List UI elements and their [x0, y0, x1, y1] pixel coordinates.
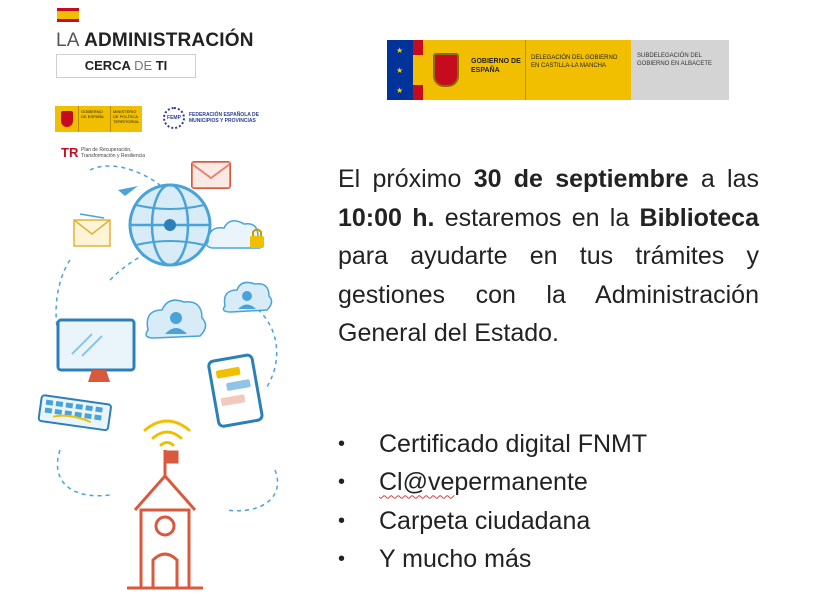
brand-title: LA ADMINISTRACIÓN [56, 30, 254, 51]
envelope-icon [192, 162, 230, 188]
event-place: Biblioteca [639, 203, 759, 232]
banner-subdelegacion: SUBDELEGACIÓN DEL GOBIERNO EN ALBACETE [631, 40, 729, 100]
prtr-name: Plan de Recuperación, Transformación y Resiliencia [81, 146, 146, 159]
user-chat-cloud-icon [223, 282, 271, 312]
prtr-icon: TR [61, 145, 79, 160]
banner-gobierno: GOBIERNO DE ESPAÑA [469, 40, 525, 100]
keyboard-icon [38, 395, 111, 430]
cloud-lock-icon [207, 221, 264, 248]
wifi-icon [145, 421, 189, 445]
list-item: • Certificado digital FNMT [338, 429, 648, 458]
list-item: • Carpeta ciudadana [338, 506, 591, 535]
bullet-icon: • [338, 471, 346, 494]
brand-subtitle: CERCA DE TI [56, 54, 196, 78]
femp-name: FEDERACIÓN ESPAÑOLA DE MUNICIPIOS Y PROVINCIAS [189, 112, 260, 124]
user-chat-cloud-icon [146, 300, 206, 338]
femp-icon: FEMP [163, 107, 185, 129]
eu-stars-icon: ★ ★ ★ [387, 40, 413, 100]
gobierno-ministerio-logo [55, 106, 142, 132]
event-time: 10:00 h. [338, 203, 435, 232]
spain-flag-icon [57, 8, 79, 22]
services-list [338, 425, 647, 579]
paper-plane-icon [118, 186, 138, 196]
list-item: • Y mucho más [338, 545, 532, 574]
banner-delegacion: DELEGACIÓN DEL GOBIERNO EN CASTILLA-LA MANCHA [525, 40, 631, 100]
digital-services-illustration [30, 150, 300, 600]
list-item: • Cl@ve permanente [338, 468, 588, 497]
femp-logo [163, 107, 279, 129]
letter-icon [74, 214, 110, 246]
announcement-text: El próximo 30 de septiembre a las 10:00 h. estaremos en la Biblioteca para ayudarte en tus trámites y gestiones con la Administración General del Estado. [338, 165, 759, 347]
ministerio-label: MINISTERIO DE POLÍTICA TERRITORIAL [110, 106, 142, 132]
bullet-icon: • [338, 509, 346, 532]
tablet-icon [208, 354, 263, 427]
spain-flag-stripe [413, 40, 423, 100]
gobierno-label: GOBIERNO DE ESPAÑA [78, 106, 110, 132]
coat-of-arms-icon [423, 40, 469, 100]
bullet-icon: • [338, 548, 346, 571]
event-date: 30 de septiembre [473, 165, 689, 193]
delegacion-banner [387, 40, 729, 100]
globe-icon [130, 185, 210, 265]
bullet-icon: • [338, 432, 346, 455]
coat-of-arms-icon [61, 111, 73, 127]
town-hall-building-icon [127, 450, 203, 588]
monitor-icon [58, 320, 134, 382]
